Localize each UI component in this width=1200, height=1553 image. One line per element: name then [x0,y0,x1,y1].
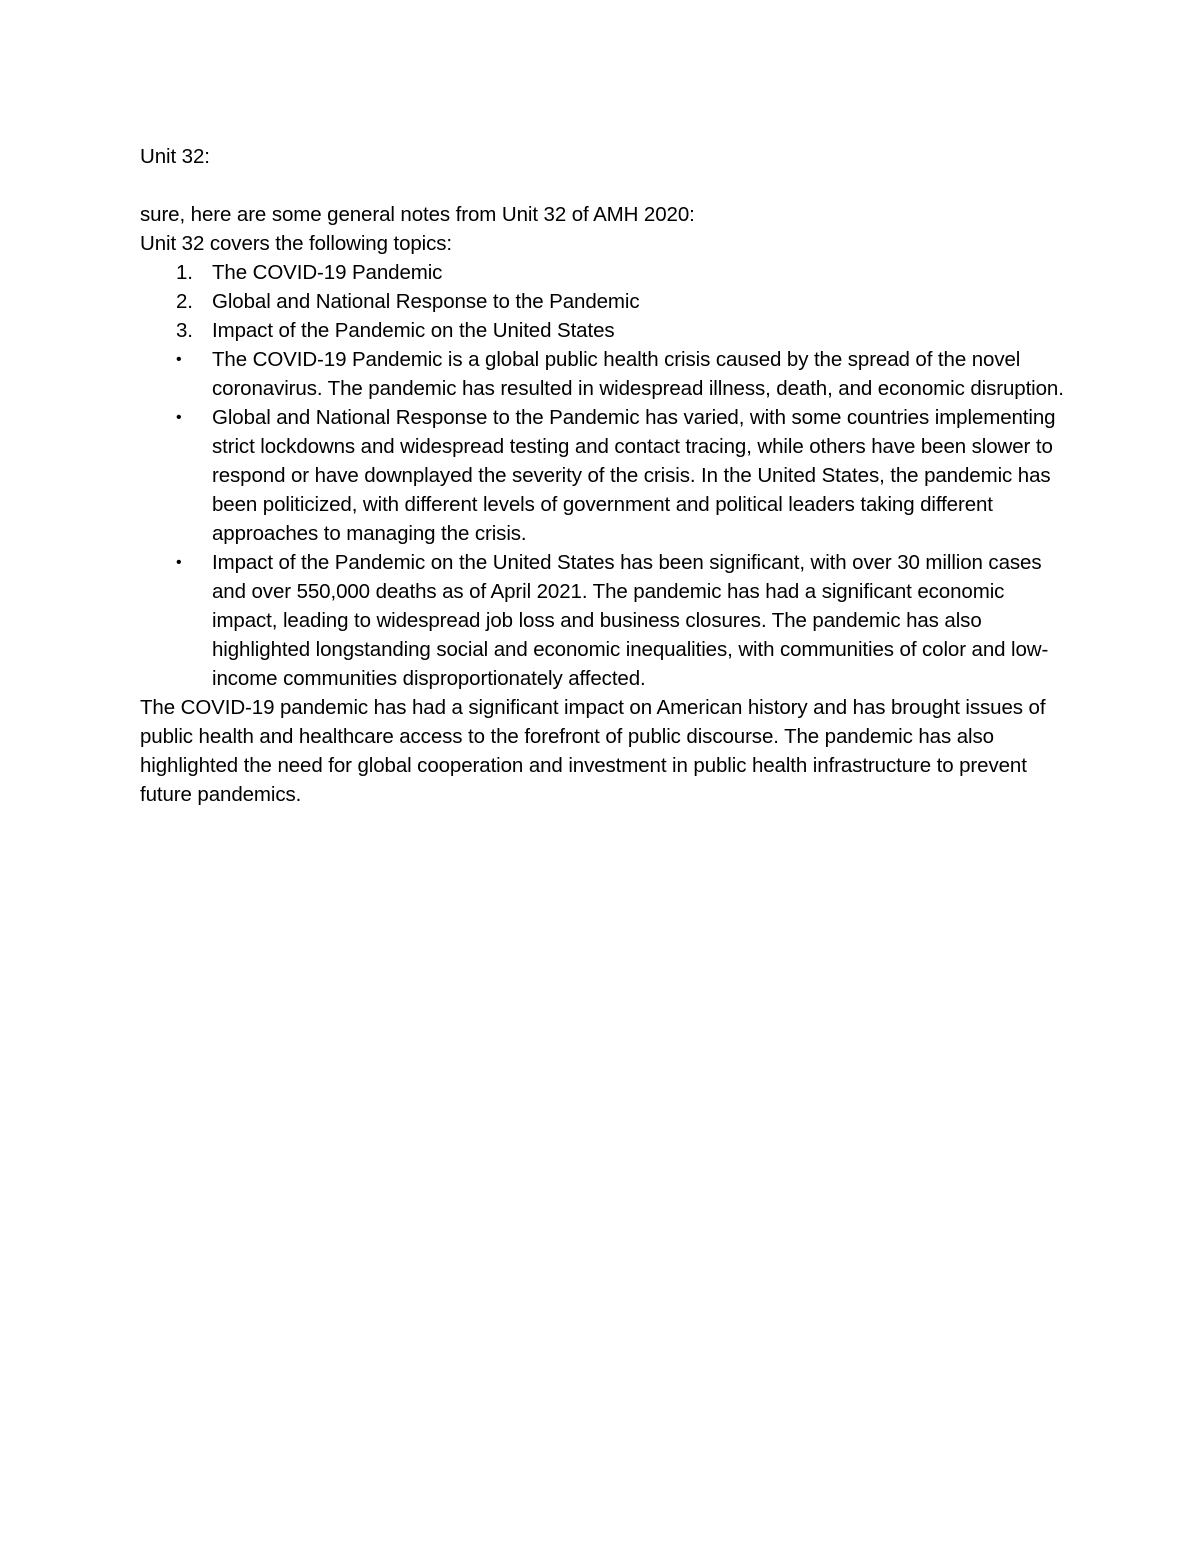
bullet-icon: • [176,554,182,571]
list-item [140,287,1070,316]
list-item [140,548,1070,693]
detail-text: The COVID-19 Pandemic is a global public health crisis caused by the spread of the novel coronavirus. The pandemic has resulted in widespread illness, death, and economic disruption. [212,348,1064,400]
topics-list [140,258,1070,345]
topic-text: Global and National Response to the Pandemic [212,290,640,313]
topic-text: The COVID-19 Pandemic [212,261,443,284]
intro-line: sure, here are some general notes from Unit 32 of AMH 2020: [140,203,695,226]
list-item [140,258,1070,287]
list-item [140,345,1070,403]
document-body [140,142,1070,809]
list-item [140,316,1070,345]
detail-text: Global and National Response to the Pandemic has varied, with some countries implementing strict lockdowns and widespread testing and contact tracing, while others have been slower to respond or have downplayed the severity of the crisis. In the United States, the pandemic has been politicized, with different levels of government and political leaders taking different approaches to managing the crisis. [212,406,1056,545]
topic-text: Impact of the Pandemic on the United States [212,319,615,342]
unit-heading: Unit 32: [140,145,210,168]
topics-intro: Unit 32 covers the following topics: [140,232,453,255]
list-number: 2. [176,290,193,313]
bullet-icon: • [176,409,182,426]
list-item [140,403,1070,548]
conclusion-paragraph: The COVID-19 pandemic has had a significant impact on American history and has brought issues of public health and healthcare access to the forefront of public discourse. The pandemic has also highlighted the need for global cooperation and investment in public health infrastructure to prevent future pandemics. [140,696,1046,806]
details-list [140,345,1070,693]
list-number: 3. [176,319,193,342]
bullet-icon: • [176,351,182,368]
list-number: 1. [176,261,193,284]
detail-text: Impact of the Pandemic on the United States has been significant, with over 30 million cases and over 550,000 deaths as of April 2021. The pandemic has had a significant economic impact, leading to widespread job loss and business closures. The pandemic has also highlighted longstanding social and economic inequalities, with communities of color and low-income communities disproportionately affected. [212,551,1049,690]
